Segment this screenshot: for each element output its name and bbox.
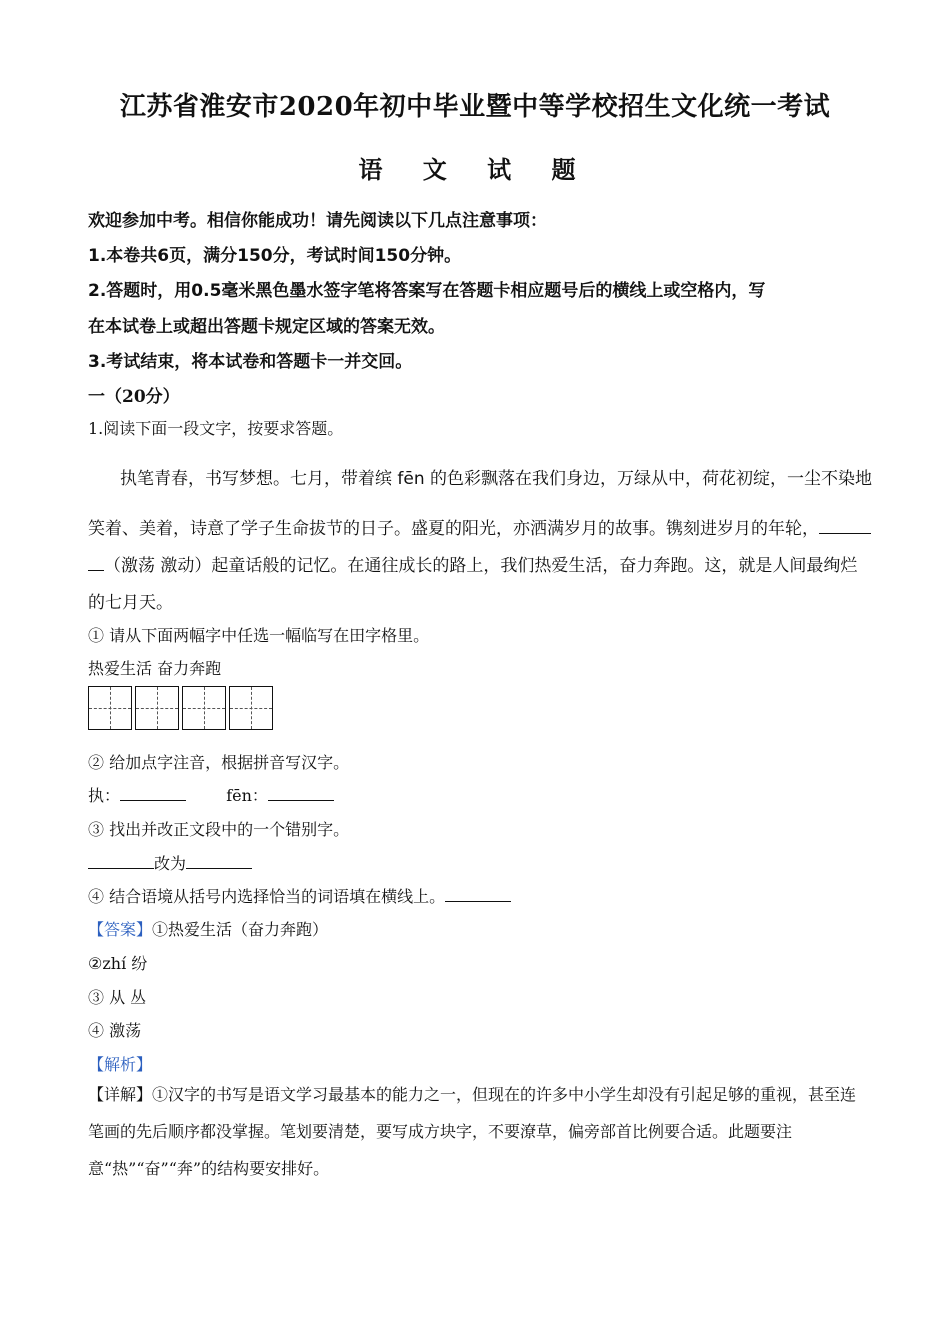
change-to-label: 改为 [154,854,187,873]
tian-grid-cell-2[interactable] [135,686,179,730]
correct-char-blank[interactable] [186,854,252,869]
tian-grid-cell-1[interactable] [88,686,132,730]
sub-question-2: ② 给加点字注音，根据拼音写汉字。 [88,753,350,772]
exam-subtitle: 语 文 试 题 [358,155,592,184]
answer-3: ③ 从 丛 [88,988,147,1007]
analysis-tag: 【解析】 [88,1055,153,1074]
tian-grid-cell-4[interactable] [229,686,273,730]
question-1-prompt: 1.阅读下面一段文字，按要求答题。 [88,419,344,438]
passage-blank-b [88,556,104,571]
exam-title: 江苏省淮安市2020年初中毕业暨中等学校招生文化统一考试 [119,92,831,122]
wrong-char-blank[interactable] [88,854,154,869]
fen-label: fēn： [226,786,268,805]
passage-blank-a [819,519,871,534]
zhi-blank[interactable] [120,786,186,801]
notice-item-1: 1.本卷共6页，满分150分，考试时间150分钟。 [88,246,462,266]
detail-paragraph [88,1076,863,1187]
notice-item-2-line-1: 2.答题时，用0.5毫米黑色墨水签字笔将答案写在答题卡相应题号后的横线上或空格内，写 [88,281,766,301]
answer-1: ①热爱生活（奋力奔跑） [152,920,329,939]
notice-item-3: 3.考试结束，将本试卷和答题卡一并交回。 [88,352,413,372]
section-heading: 一（20分） [88,387,180,407]
answer-4: ④ 激荡 [88,1021,142,1040]
passage-line-4: 的七月天。 [88,593,173,613]
zhi-label: 执： [88,786,121,805]
answer-2: ②zhí 纷 [88,954,148,973]
notice-item-2-line-2: 在本试卷上或超出答题卡规定区域的答案无效。 [88,317,445,337]
sub-question-1-options: 热爱生活 奋力奔跑 [88,659,222,678]
detail-tag: 【详解】 [88,1085,153,1104]
sub-question-2-answers [88,783,334,806]
sub-question-3: ③ 找出并改正文段中的一个错别字。 [88,820,350,839]
passage-line-2: 笑着、美着，诗意了学子生命拔节的日子。盛夏的阳光，亦洒满岁月的故事。镌刻进岁月的年轮， [88,519,819,539]
sub-question-3-answers [88,851,252,874]
sub-question-1: ① 请从下面两幅字中任选一幅临写在田字格里。 [88,626,430,645]
fen-blank[interactable] [268,786,334,801]
notice-intro: 欢迎参加中考。相信你能成功！请先阅读以下几点注意事项： [88,211,547,231]
passage-line-3-wrap [88,551,857,576]
tian-grid [88,686,276,730]
detail-text: ①汉字的书写是语文学习最基本的能力之一，但现在的许多中小学生却没有引起足够的重视，甚至连笔画的先后顺序都没掌握。笔划要清楚，要写成方块字，不要潦草，偏旁部首比例要合适。此题要注意“热”“奋”“奔”的结构要安排好。 [88,1085,857,1178]
passage-line-2-wrap [88,514,871,539]
tian-grid-cell-3[interactable] [182,686,226,730]
passage-line-3: （激荡 激动）起童话般的记忆。在通往成长的路上，我们热爱生活，奋力奔跑。这，就是人间最绚烂 [104,556,858,576]
answer-tag: 【答案】 [88,920,153,939]
passage-line-1: 执笔青春，书写梦想。七月，带着缤 fēn 的色彩飘落在我们身边，万绿从中，荷花初绽，一尘不染地 [120,469,873,489]
word-choice-blank[interactable] [445,887,511,902]
answer-line-1 [88,917,328,940]
sub-question-4-wrap [88,884,511,907]
sub-question-4: ④ 结合语境从括号内选择恰当的词语填在横线上。 [88,887,446,906]
